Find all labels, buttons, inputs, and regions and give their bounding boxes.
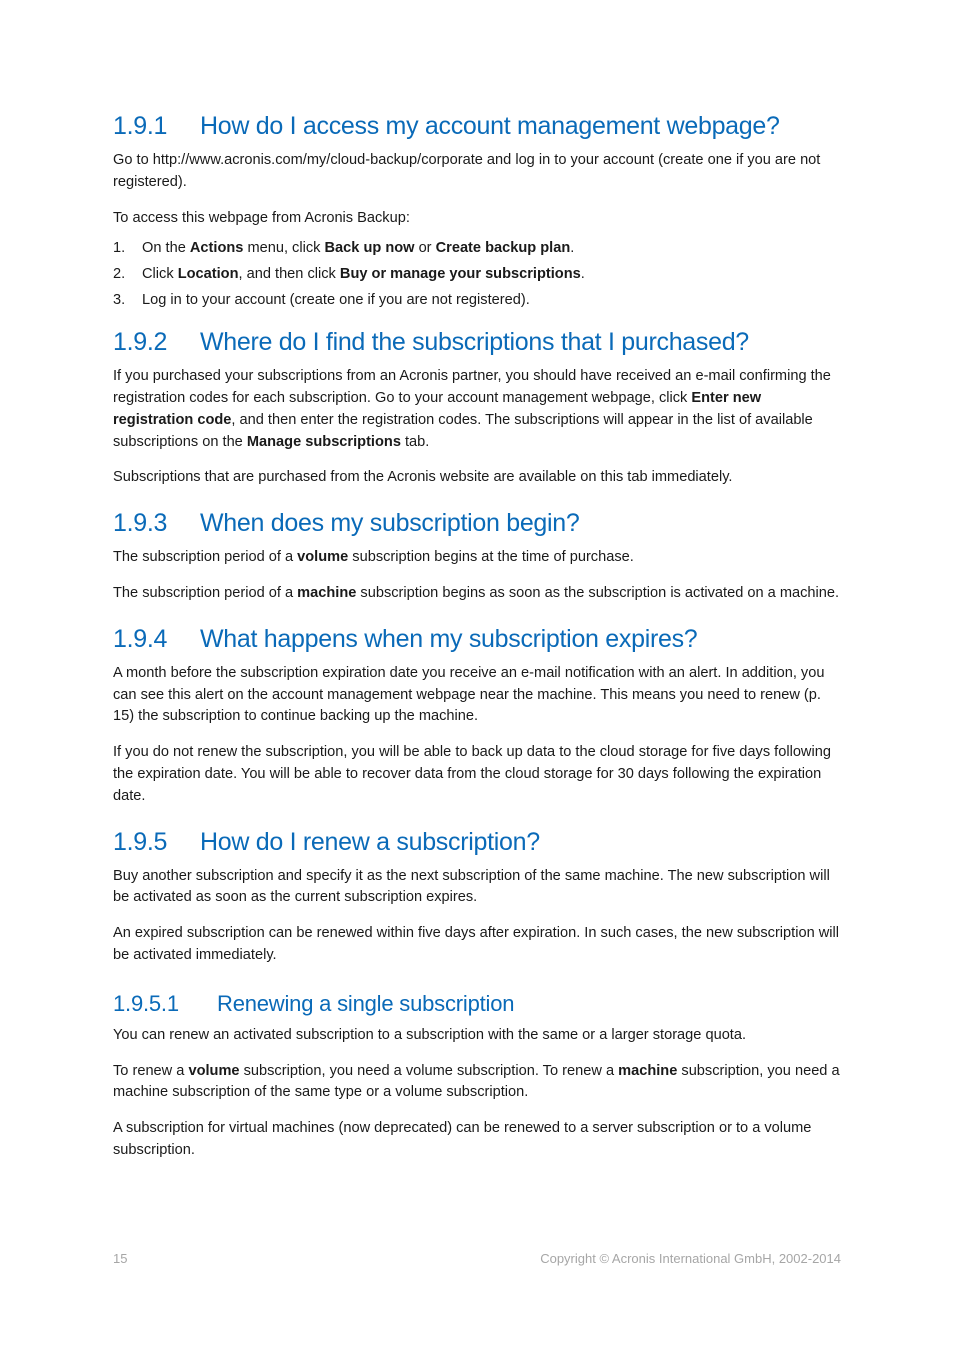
page-footer [113,1251,841,1266]
steps-list [113,238,843,312]
paragraph: The subscription period of a volume subscription begins at the time of purchase. [113,549,634,566]
paragraph: You can renew an activated subscription to a subscription with the same or a larger storage quota. [113,1026,747,1043]
heading-1-9-1: 1.9.1 How do I access my account management webpage? [113,112,780,140]
paragraph: If you purchased your subscriptions from an Acronis partner, you should have received an e-mail confirming the registration codes for each subscription. Go to your account management webpage, click Enter new registration code, and then enter the registration codes. The subscriptions will appear in the list of available subscriptions on the Manage subscriptions tab. [113,368,831,450]
heading-1-9-2: 1.9.2 Where do I find the subscriptions that I purchased? [113,328,749,357]
document-body [113,112,843,1162]
list-item: 3. Log in to your account (create one if you are not registered). [113,292,530,309]
heading-1-9-5: 1.9.5 How do I renew a subscription? [113,827,540,856]
list-item: 2. Click Location, and then click Buy or manage your subscriptions. [113,266,585,283]
paragraph: Go to http://www.acronis.com/my/cloud-backup/corporate and log in to your account (create one if you are not registered). [113,152,821,190]
heading-1-9-4: 1.9.4 What happens when my subscription expires? [113,624,698,653]
paragraph: A month before the subscription expiration date you receive an e-mail notification with an alert. In addition, you can see this alert on the account management webpage near the machine. This means you need to renew (p. 15) the subscription to continue backing up the machine. [113,664,825,725]
paragraph: Buy another subscription and specify it as the next subscription of the same machine. The new subscription will be activated as soon as the current subscription expires. [113,867,830,906]
paragraph: Subscriptions that are purchased from the Acronis website are available on this tab immediately. [113,469,733,486]
paragraph: An expired subscription can be renewed within five days after expiration. In such cases, the new subscription will be activated immediately. [113,925,840,963]
paragraph: If you do not renew the subscription, you will be able to back up data to the cloud storage for five days following the expiration date. You will be able to recover data from the cloud storage for 30 days following the expiration date. [113,744,831,804]
paragraph: The subscription period of a machine subscription begins as soon as the subscription is activated on a machine. [113,584,840,601]
page-number: 15 [113,1251,128,1266]
heading-1-9-5-1: 1.9.5.1 Renewing a single subscription [113,990,515,1016]
copyright: Copyright © Acronis International GmbH, 2002-2014 [540,1251,841,1266]
paragraph: To access this webpage from Acronis Backup: [113,209,410,226]
paragraph: A subscription for virtual machines (now deprecated) can be renewed to a server subscription or to a volume subscription. [113,1120,812,1158]
heading-1-9-3: 1.9.3 When does my subscription begin? [113,509,580,538]
list-item: 1. On the Actions menu, click Back up now or Create backup plan. [113,240,575,257]
paragraph: To renew a volume subscription, you need a volume subscription. To renew a machine subscription, you need a machine subscription of the same type or a volume subscription. [113,1062,840,1101]
